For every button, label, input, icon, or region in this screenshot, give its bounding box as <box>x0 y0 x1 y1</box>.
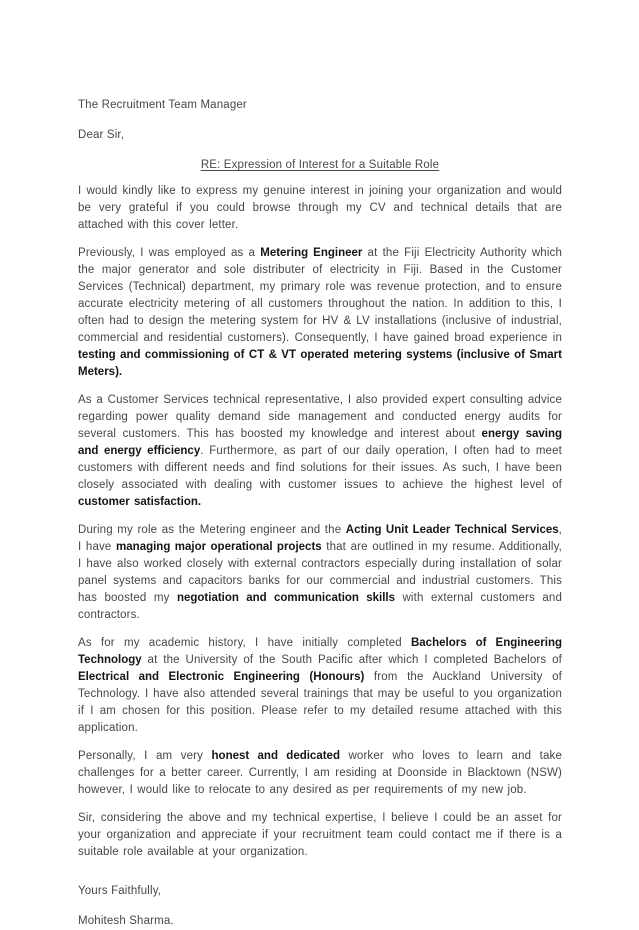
text-run: As for my academic history, I have initially completed <box>78 637 411 649</box>
text-run: I would kindly like to express my genuine interest in joining your organization and would be very grateful if you could browse through my CV and technical details that are attached with this cover letter. <box>78 185 562 231</box>
text-run: Sir, considering the above and my technical expertise, I believe I could be an asset for your organization and appreciate if your recruitment team could contact me if there is a suitable role available at your organization. <box>78 812 562 858</box>
bold-text-run: Electrical and Electronic Engineering (Honours) <box>78 671 365 683</box>
text-run: at the Fiji Electricity Authority which the major generator and sole distributer of electricity in Fiji. Based in the Customer Services (Technical) department, my primary role was revenue protection, and to ensure accurate electricity metering of all customers throughout the nation. In addition to this, I often had to design the metering system for HV & LV installations (inclusive of industrial, commercial and residential customers). Consequently, I have gained broad experience in <box>78 247 562 344</box>
text-run: that are outlined in my resume. Additionally, I have also worked closely with external contractors especially during installation of solar panel systems and capacitors banks for our commercial and industrial customers. This has boosted my <box>78 541 562 604</box>
bold-text-run: honest and dedicated <box>211 750 340 762</box>
text-run: worker who loves to learn and take challenges for a better career. Currently, I am residing at Doonside in Blacktown (NSW) however, I would like to relocate to any desired as per requirements of my new job. <box>78 750 563 796</box>
closing-line: Yours Faithfully, <box>78 885 162 897</box>
letter-paragraph <box>78 635 562 737</box>
bold-text-run: managing major operational projects <box>116 541 322 553</box>
salutation-line: Dear Sir, <box>78 129 125 141</box>
letter-paragraph <box>78 183 562 234</box>
bold-text-run: testing and commissioning of CT & VT operated metering systems (inclusive of Smart Meters). <box>78 349 562 378</box>
letter-paragraph <box>78 522 562 624</box>
signature-line: Mohitesh Sharma. <box>78 915 174 927</box>
letter-paragraph <box>78 748 562 799</box>
bold-text-run: Metering Engineer <box>260 247 363 259</box>
bold-text-run: Acting Unit Leader Technical Services <box>345 524 559 536</box>
bold-text-run: customer satisfaction. <box>78 496 202 508</box>
text-run: with external customers and contractors. <box>78 592 563 621</box>
text-run: Previously, I was employed as a <box>78 247 261 259</box>
bold-text-run: Bachelors of Engineering Technology <box>78 637 562 666</box>
subject-line <box>78 157 562 174</box>
text-run: Personally, I am very <box>78 750 212 762</box>
text-run: , I have <box>78 524 562 553</box>
text-run: As a Customer Services technical representative, I also provided expert consulting advice regarding power quality demand side management and conducted energy audits for several customers. This has boosted my knowledge and interest about <box>78 394 562 440</box>
text-run: at the University of the South Pacific after which I completed Bachelors of <box>141 654 562 666</box>
bold-text-run: energy saving and energy efficiency <box>78 428 562 457</box>
letter-paragraph <box>78 810 562 861</box>
text-run: from the Auckland University of Technology. I have also attended several trainings that may be useful to you organization if I am chosen for this position. Please refer to my detailed resume attached with this application. <box>78 671 563 734</box>
subject-text: RE: Expression of Interest for a Suitable Role <box>200 159 440 171</box>
text-run: During my role as the Metering engineer and the <box>78 524 346 536</box>
bold-text-run: negotiation and communication skills <box>176 592 396 604</box>
letter-paragraph <box>78 245 562 381</box>
recipient-line: The Recruitment Team Manager <box>78 99 247 111</box>
letter-body <box>78 183 562 861</box>
letter-paragraph <box>78 392 562 511</box>
text-run: . Furthermore, as part of our daily operation, I often had to meet customers with different needs and find solutions for their issues. As such, I have been closely associated with dealing with customer issues to achieve the highest level of <box>78 445 562 491</box>
